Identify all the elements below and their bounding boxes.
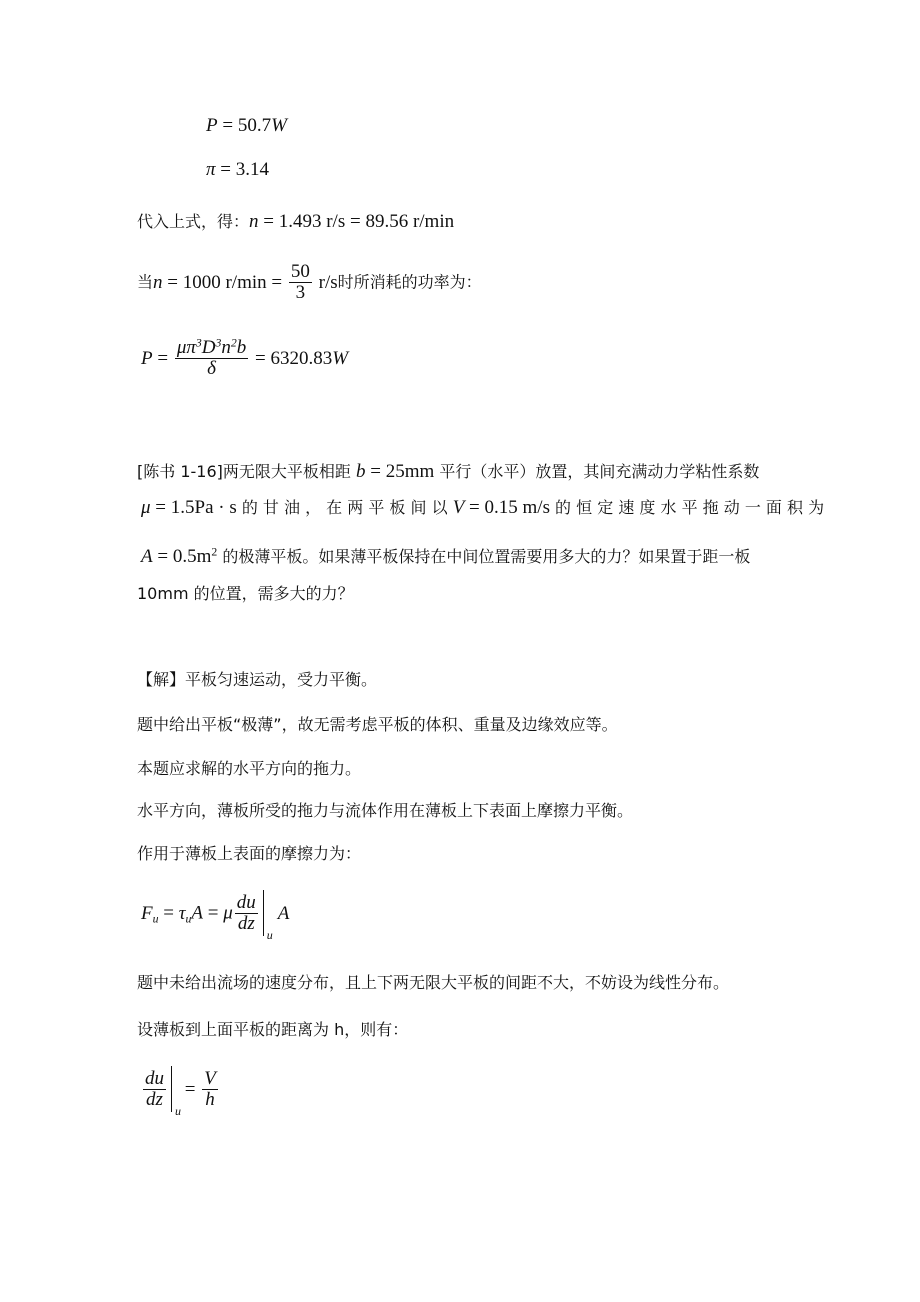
equation-velocity-gradient: $\frac{du}{dz}$ u = $\frac{V}{h}$ <box>141 1066 220 1112</box>
derivative-evaluated: $\frac{du}{dz}$ u <box>145 1067 181 1118</box>
fraction-power: $\frac{\mu\pi^3D^3n^2b}{\delta}$ <box>176 336 247 379</box>
equation-pi-value: π = 3.14 <box>206 159 269 180</box>
solution-line-7: 设薄板到上面平板的距离为 h，则有： <box>137 1020 409 1039</box>
problem-line-2: μ = 1.5Pa · s 的 甘 油 ， 在 两 平 板 间 以 V = 0.15 m/s 的 恒 定 速 度 水 平 拖 动 一 面 积 为 <box>141 497 825 518</box>
equation-power-formula: P = $\frac{\mu\pi^3D^3n^2b}{\delta}$ = 6320.83W <box>141 336 349 379</box>
problem-line-4: 10mm 的位置，需多大的力？ <box>137 584 354 603</box>
equation-friction-force: $F_u = \tau_uA = \mu$ $\frac{du}{dz}$ u A <box>141 891 290 942</box>
problem-line-3: $A = 0.5m^2$ 的极薄平板。如果薄平板保持在中间位置需要用多大的力？如果置于距一板 <box>141 545 751 567</box>
fraction-v-h: $\frac{V}{h}$ <box>204 1067 216 1110</box>
solution-line-6: 题中未给出流场的速度分布，且上下两无限大平板的间距不大，不妨设为线性分布。 <box>137 973 730 992</box>
solution-line-5: 作用于薄板上表面的摩擦力为： <box>137 844 362 863</box>
solution-line-4: 水平方向，薄板所受的拖力与流体作用在薄板上下表面上摩擦力平衡。 <box>137 801 634 820</box>
derivative-evaluated: $\frac{du}{dz}$ u <box>236 891 273 942</box>
condition-line: 当n = 1000 r/min = $\frac{50}{3}$ r/s时所消耗的功率为： <box>137 261 482 303</box>
symbol-p: P <box>206 115 218 136</box>
solution-line-2: 题中给出平板“极薄”，故无需考虑平板的体积、重量及边缘效应等。 <box>137 715 618 734</box>
fraction-50-3: $\frac{50}{3}$ <box>290 261 310 303</box>
equation-power-value: P = 50.7W <box>206 115 287 136</box>
solution-line-1: 【解】平板匀速运动，受力平衡。 <box>137 670 378 689</box>
solution-line-3: 本题应求解的水平方向的拖力。 <box>137 759 362 778</box>
result-line: 代入上式，得：n = 1.493 r/s = 89.56 r/min <box>137 211 455 232</box>
problem-line-1: [陈书 1-16]两无限大平板相距 b = 25mm 平行（水平）放置，其间充满动力学粘性系数 <box>137 461 760 482</box>
